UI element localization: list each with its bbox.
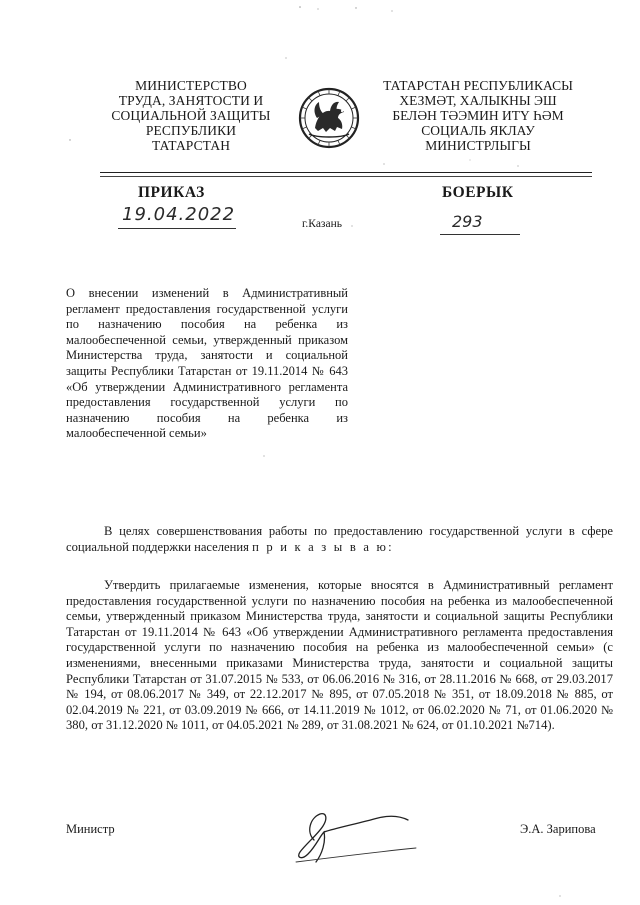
ministry-tt-line: МИНИСТРЛЫГЫ: [425, 138, 531, 153]
order-number: 293: [452, 212, 483, 231]
ministry-tt-line: СОЦИАЛЬ ЯКЛАУ: [421, 123, 535, 138]
order-date: 19.04.2022: [122, 204, 236, 225]
header-divider: [100, 172, 592, 173]
ministry-ru-line: МИНИСТЕРСТВО: [135, 78, 247, 93]
operative-paragraph: Утвердить прилагаемые изменения, которые вносятся в Административный регламент предоставления государственной услуги по назначению пособия на ребенка из малообеспеченной семьи, утвержденный приказом Министерства труда, занятости и социальной защиты Республики Татарстан от 19.11.2014 № 643 «Об утверждении Административного регламента предоставления государственной услуги по назначению пособия на ребенка из малообеспеченной семьи» (с изменениями, внесенными приказами Министерства труда, занятости и социальной защиты Республики Татарстан от 31.07.2015 № 533, от 06.06.2016 № 316, от 28.11.2016 № 668, от 29.03.2017 № 194, от 08.06.2017 № 349, от 22.12.2017 № 895, от 07.05.2018 № 351, от 18.09.2018 № 885, от 02.04.2019 № 221, от 03.09.2019 № 666, от 14.11.2019 № 1012, от 06.02.2020 № 71, от 01.06.2020 № 380, от 31.12.2020 № 1011, от 04.05.2021 № 289, от 31.08.2021 № 624, от 01.10.2021 №714).: [66, 578, 613, 733]
handwritten-signature: [276, 802, 426, 872]
ministry-ru-line: СОЦИАЛЬНОЙ ЗАЩИТЫ: [111, 108, 271, 123]
signatory-position: Министр: [66, 822, 115, 836]
ministry-name-tt: [362, 78, 594, 153]
ministry-tt-line: БЕЛӘН ТӘЭМИН ИТҮ ҺӘМ: [392, 108, 564, 123]
tatarstan-emblem-icon: [297, 86, 361, 150]
order-subject: О внесении изменений в Административный регламент предоставления государственной услуги по назначению пособия на ребенка из малообеспеченной семьи, утвержденный приказом Министерства труда, занятости и социальной защиты Республики Татарстан от 19.11.2014 № 643 «Об утверждении Административного регламента предоставления государственной услуги по назначению пособия на ребенка из малообеспеченной семьи»: [66, 286, 348, 441]
header-divider-thin: [100, 176, 592, 177]
order-word: п р и к а з ы в а ю:: [252, 539, 394, 554]
number-underline: [440, 234, 520, 235]
preamble-paragraph: [66, 524, 613, 555]
date-underline: [118, 228, 236, 229]
order-title-ru: ПРИКАЗ: [138, 184, 205, 201]
order-city: г.Казань: [302, 218, 342, 230]
ministry-tt-line: ТАТАРСТАН РЕСПУБЛИКАСЫ: [383, 78, 573, 93]
order-title-tt: БОЕРЫК: [442, 184, 514, 201]
ministry-ru-line: ТАТАРСТАН: [151, 138, 231, 153]
preamble-text: В целях совершенствования работы по предоставлению государственной услуги в сфере социальной поддержки населения: [66, 524, 613, 554]
ministry-tt-line: ХЕЗМӘТ, ХАЛЫКНЫ ЭШ: [399, 93, 557, 108]
ministry-name-ru: [92, 78, 290, 153]
ministry-ru-line: ТРУДА, ЗАНЯТОСТИ И: [118, 93, 264, 108]
ministry-ru-line: РЕСПУБЛИКИ: [145, 123, 237, 138]
signatory-name: Э.А. Зарипова: [520, 822, 596, 836]
